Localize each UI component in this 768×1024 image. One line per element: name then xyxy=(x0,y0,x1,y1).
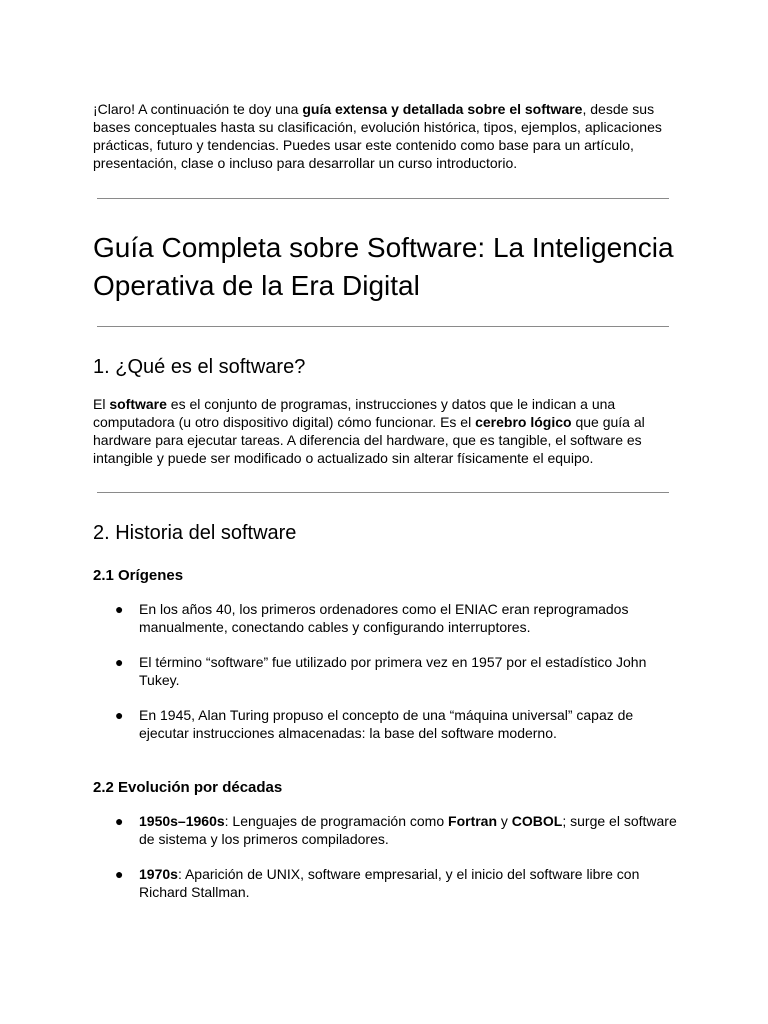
section-1-heading: 1. ¿Qué es el software? xyxy=(93,356,306,378)
section-1-text-2: es el conjunto de programas, instrucciones y datos que le indican a una computadora (u otro dispositivo digital) cómo funcionar. Es el xyxy=(93,396,616,430)
list-item-text: En los años 40, los primeros ordenadores como el ENIAC eran reprogramados manualmente, conectando cables y configurando interruptores. xyxy=(139,601,629,635)
intro-text-2: , desde sus bases conceptuales hasta su clasificación, evolución histórica, tipos, ejemplos, aplicaciones prácticas, futuro y tendencias. Puedes usar este contenido como base para un artículo, presentación, clase o incluso para desarrollar un curso introductorio. xyxy=(93,101,662,171)
bullet-icon: ● xyxy=(115,866,124,882)
decades-bullet-list xyxy=(93,812,683,901)
decade-label: 1950s–1960s xyxy=(139,813,225,829)
horizontal-rule xyxy=(97,198,669,199)
section-1-text-3: que guía al hardware para ejecutar tareas. A diferencia del hardware, que es tangible, el software es intangible y puede ser modificado o actualizado sin alterar físicamente el equipo. xyxy=(93,414,645,466)
intro-paragraph xyxy=(93,100,683,172)
intro-text-1: ¡Claro! A continuación te doy una xyxy=(93,101,303,117)
horizontal-rule xyxy=(97,326,669,327)
list-item-text-part: y xyxy=(497,813,512,829)
list-item-text xyxy=(139,866,639,900)
section-1-bold-1: software xyxy=(109,396,167,412)
list-item xyxy=(93,706,683,742)
origins-bullet-list xyxy=(93,600,683,742)
list-item xyxy=(93,812,683,848)
bullet-icon: ● xyxy=(115,707,124,723)
subsection-2-2-heading: 2.2 Evolución por décadas xyxy=(93,779,283,796)
list-item-text xyxy=(139,813,677,847)
section-2-heading: 2. Historia del software xyxy=(93,522,297,544)
language-name: Fortran xyxy=(448,813,498,829)
list-item xyxy=(93,653,683,689)
language-name: COBOL xyxy=(511,813,563,829)
list-item-text-part: : Aparición de UNIX, software empresarial, y el inicio del software libre con Richard Stallman. xyxy=(139,866,640,900)
list-item xyxy=(93,865,683,901)
bullet-icon: ● xyxy=(115,601,124,617)
list-item-text: El término “software” fue utilizado por primera vez en 1957 por el estadístico John Tukey. xyxy=(139,654,647,688)
page-title: Guía Completa sobre Software: La Inteligencia Operativa de la Era Digital xyxy=(93,232,674,301)
list-item xyxy=(93,600,683,636)
bullet-icon: ● xyxy=(115,813,124,829)
bullet-icon: ● xyxy=(115,654,124,670)
list-item-text-part: : Lenguajes de programación como xyxy=(224,813,449,829)
intro-bold-1: guía extensa y detallada sobre el software xyxy=(302,101,583,117)
section-1-text-1: El xyxy=(93,396,110,412)
list-item-text-part: ; surge el software de sistema y los primeros compiladores. xyxy=(139,813,677,847)
list-item-text: En 1945, Alan Turing propuso el concepto de una “máquina universal” capaz de ejecutar instrucciones almacenadas: la base del software moderno. xyxy=(139,707,634,741)
section-1-bold-2: cerebro lógico xyxy=(475,414,572,430)
section-1-paragraph xyxy=(93,395,683,467)
subsection-2-1-heading: 2.1 Orígenes xyxy=(93,567,184,584)
horizontal-rule xyxy=(97,492,669,493)
decade-label: 1970s xyxy=(139,866,178,882)
